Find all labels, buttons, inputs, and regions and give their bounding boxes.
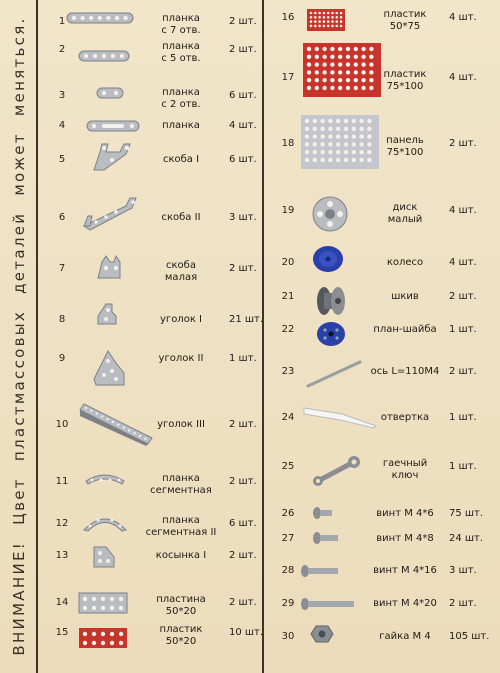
- part-number: 14: [55, 597, 69, 608]
- part-number: 1: [58, 16, 66, 27]
- part-number: 22: [281, 324, 295, 335]
- part-quantity: 75 шт.: [449, 508, 484, 519]
- part-name: скоба малая: [164, 260, 198, 283]
- part-quantity: 4 шт.: [449, 205, 477, 216]
- part-number: 13: [55, 550, 69, 561]
- part-number: 23: [281, 366, 295, 377]
- part-name: косынка I: [155, 550, 207, 561]
- part-number: 25: [281, 461, 295, 472]
- part-name: планка сегментная: [150, 473, 212, 496]
- segment-strip-2-icon: [82, 512, 128, 536]
- part-name: гаечный ключ: [382, 458, 428, 481]
- part-number: 28: [281, 565, 295, 576]
- part-number: 30: [281, 631, 295, 642]
- part-quantity: 3 шт.: [449, 565, 477, 576]
- part-name: уголок I: [160, 314, 202, 325]
- part-quantity: 4 шт.: [449, 72, 477, 83]
- part-quantity: 1 шт.: [449, 461, 477, 472]
- part-name: планка с 7 отв.: [161, 13, 201, 36]
- part-name: пластик 50*75: [383, 9, 427, 32]
- small-bracket-icon: [96, 254, 122, 284]
- pulley-icon: [316, 286, 346, 320]
- part-number: 19: [281, 205, 295, 216]
- part-quantity: 4 шт.: [229, 120, 257, 131]
- part-quantity: 2 шт.: [229, 550, 257, 561]
- part-quantity: 6 шт.: [229, 90, 257, 101]
- part-number: 21: [281, 291, 295, 302]
- part-quantity: 10 шт.: [229, 627, 264, 638]
- part-quantity: 6 шт.: [229, 154, 257, 165]
- part-quantity: 2 шт.: [229, 476, 257, 487]
- part-name: планка с 2 отв.: [161, 87, 201, 110]
- segment-strip-icon: [84, 470, 126, 489]
- part-quantity: 6 шт.: [229, 518, 257, 529]
- part-number: 9: [58, 353, 66, 364]
- part-number: 16: [281, 12, 295, 23]
- wheel-icon: [312, 245, 344, 277]
- part-name: уголок II: [158, 353, 204, 364]
- part-name: план-шайба: [373, 324, 437, 335]
- part-name: планка: [162, 120, 200, 131]
- strip-7-holes-icon: [66, 10, 134, 29]
- part-number: 4: [58, 120, 66, 131]
- part-quantity: 3 шт.: [229, 212, 257, 223]
- part-name: планка с 5 отв.: [161, 41, 201, 64]
- part-number: 11: [55, 476, 69, 487]
- part-number: 3: [58, 90, 66, 101]
- strip-2-holes-icon: [96, 85, 124, 104]
- part-name: отвертка: [380, 412, 430, 423]
- part-number: 6: [58, 212, 66, 223]
- part-number: 17: [281, 72, 295, 83]
- part-number: 26: [281, 508, 295, 519]
- part-name: панель 75*100: [386, 135, 424, 158]
- part-number: 18: [281, 138, 295, 149]
- part-number: 29: [281, 598, 295, 609]
- part-number: 7: [58, 263, 66, 274]
- angle-2-icon: [92, 349, 126, 391]
- bracket-1-icon: [90, 140, 134, 178]
- part-name: пластик 50*20: [159, 624, 203, 647]
- part-quantity: 2 шт.: [449, 291, 477, 302]
- part-quantity: 21 шт.: [229, 314, 264, 325]
- plan-washer-icon: [316, 321, 346, 351]
- left-divider-line: [36, 0, 38, 673]
- part-number: 2: [58, 44, 66, 55]
- part-name: винт М 4*16: [373, 565, 437, 576]
- part-number: 5: [58, 154, 66, 165]
- part-name: ось L=110М4: [370, 366, 440, 377]
- part-name: гайка М 4: [379, 631, 431, 642]
- part-quantity: 4 шт.: [449, 12, 477, 23]
- part-quantity: 2 шт.: [449, 138, 477, 149]
- part-name: скоба II: [161, 212, 201, 223]
- part-name: диск малый: [387, 202, 423, 225]
- angle-1-icon: [96, 302, 118, 330]
- plate-50x20-icon: [78, 592, 128, 618]
- part-number: 20: [281, 257, 295, 268]
- part-quantity: 2 шт.: [449, 366, 477, 377]
- part-name: шкив: [391, 291, 419, 302]
- part-number: 15: [55, 627, 69, 638]
- part-name: винт М 4*6: [376, 508, 434, 519]
- screw-m4x6-icon: [312, 505, 334, 524]
- part-quantity: 1 шт.: [229, 353, 257, 364]
- part-name: скоба I: [162, 154, 200, 165]
- part-number: 24: [281, 412, 295, 423]
- part-name: колесо: [386, 257, 424, 268]
- color-warning-notice: ВНИМАНИЕ! Цвет пластмассовых деталей может меняться.: [10, 16, 28, 656]
- axle-icon: [306, 360, 362, 392]
- part-quantity: 1 шт.: [449, 412, 477, 423]
- part-number: 12: [55, 518, 69, 529]
- part-quantity: 4 шт.: [449, 257, 477, 268]
- part-number: 8: [58, 314, 66, 325]
- part-name: винт М 4*8: [376, 533, 434, 544]
- part-quantity: 1 шт.: [449, 324, 477, 335]
- plastic-50x20-icon: [78, 627, 128, 653]
- plastic-50x75-icon: [306, 8, 346, 36]
- part-quantity: 2 шт.: [229, 419, 257, 430]
- part-number: 27: [281, 533, 295, 544]
- part-quantity: 24 шт.: [449, 533, 484, 544]
- nut-m4-icon: [310, 624, 334, 648]
- screw-m4x16-icon: [300, 563, 340, 582]
- center-divider-line: [262, 0, 264, 673]
- part-quantity: 2 шт.: [229, 44, 257, 55]
- screw-m4x20-icon: [300, 596, 356, 615]
- part-quantity: 105 шт.: [449, 631, 490, 642]
- part-quantity: 2 шт.: [229, 597, 257, 608]
- strip-5-holes-icon: [78, 48, 130, 67]
- gusset-icon: [92, 545, 116, 573]
- part-number: 10: [55, 419, 69, 430]
- part-name: пластина 50*20: [156, 594, 206, 617]
- part-name: уголок III: [157, 419, 205, 430]
- part-quantity: 2 шт.: [449, 598, 477, 609]
- part-name: пластик 75*100: [383, 69, 427, 92]
- small-disc-icon: [312, 196, 348, 236]
- part-quantity: 2 шт.: [229, 263, 257, 274]
- part-name: планка сегментная II: [145, 515, 217, 538]
- part-quantity: 2 шт.: [229, 16, 257, 27]
- part-name: винт М 4*20: [373, 598, 437, 609]
- screw-m4x8-icon: [312, 530, 340, 549]
